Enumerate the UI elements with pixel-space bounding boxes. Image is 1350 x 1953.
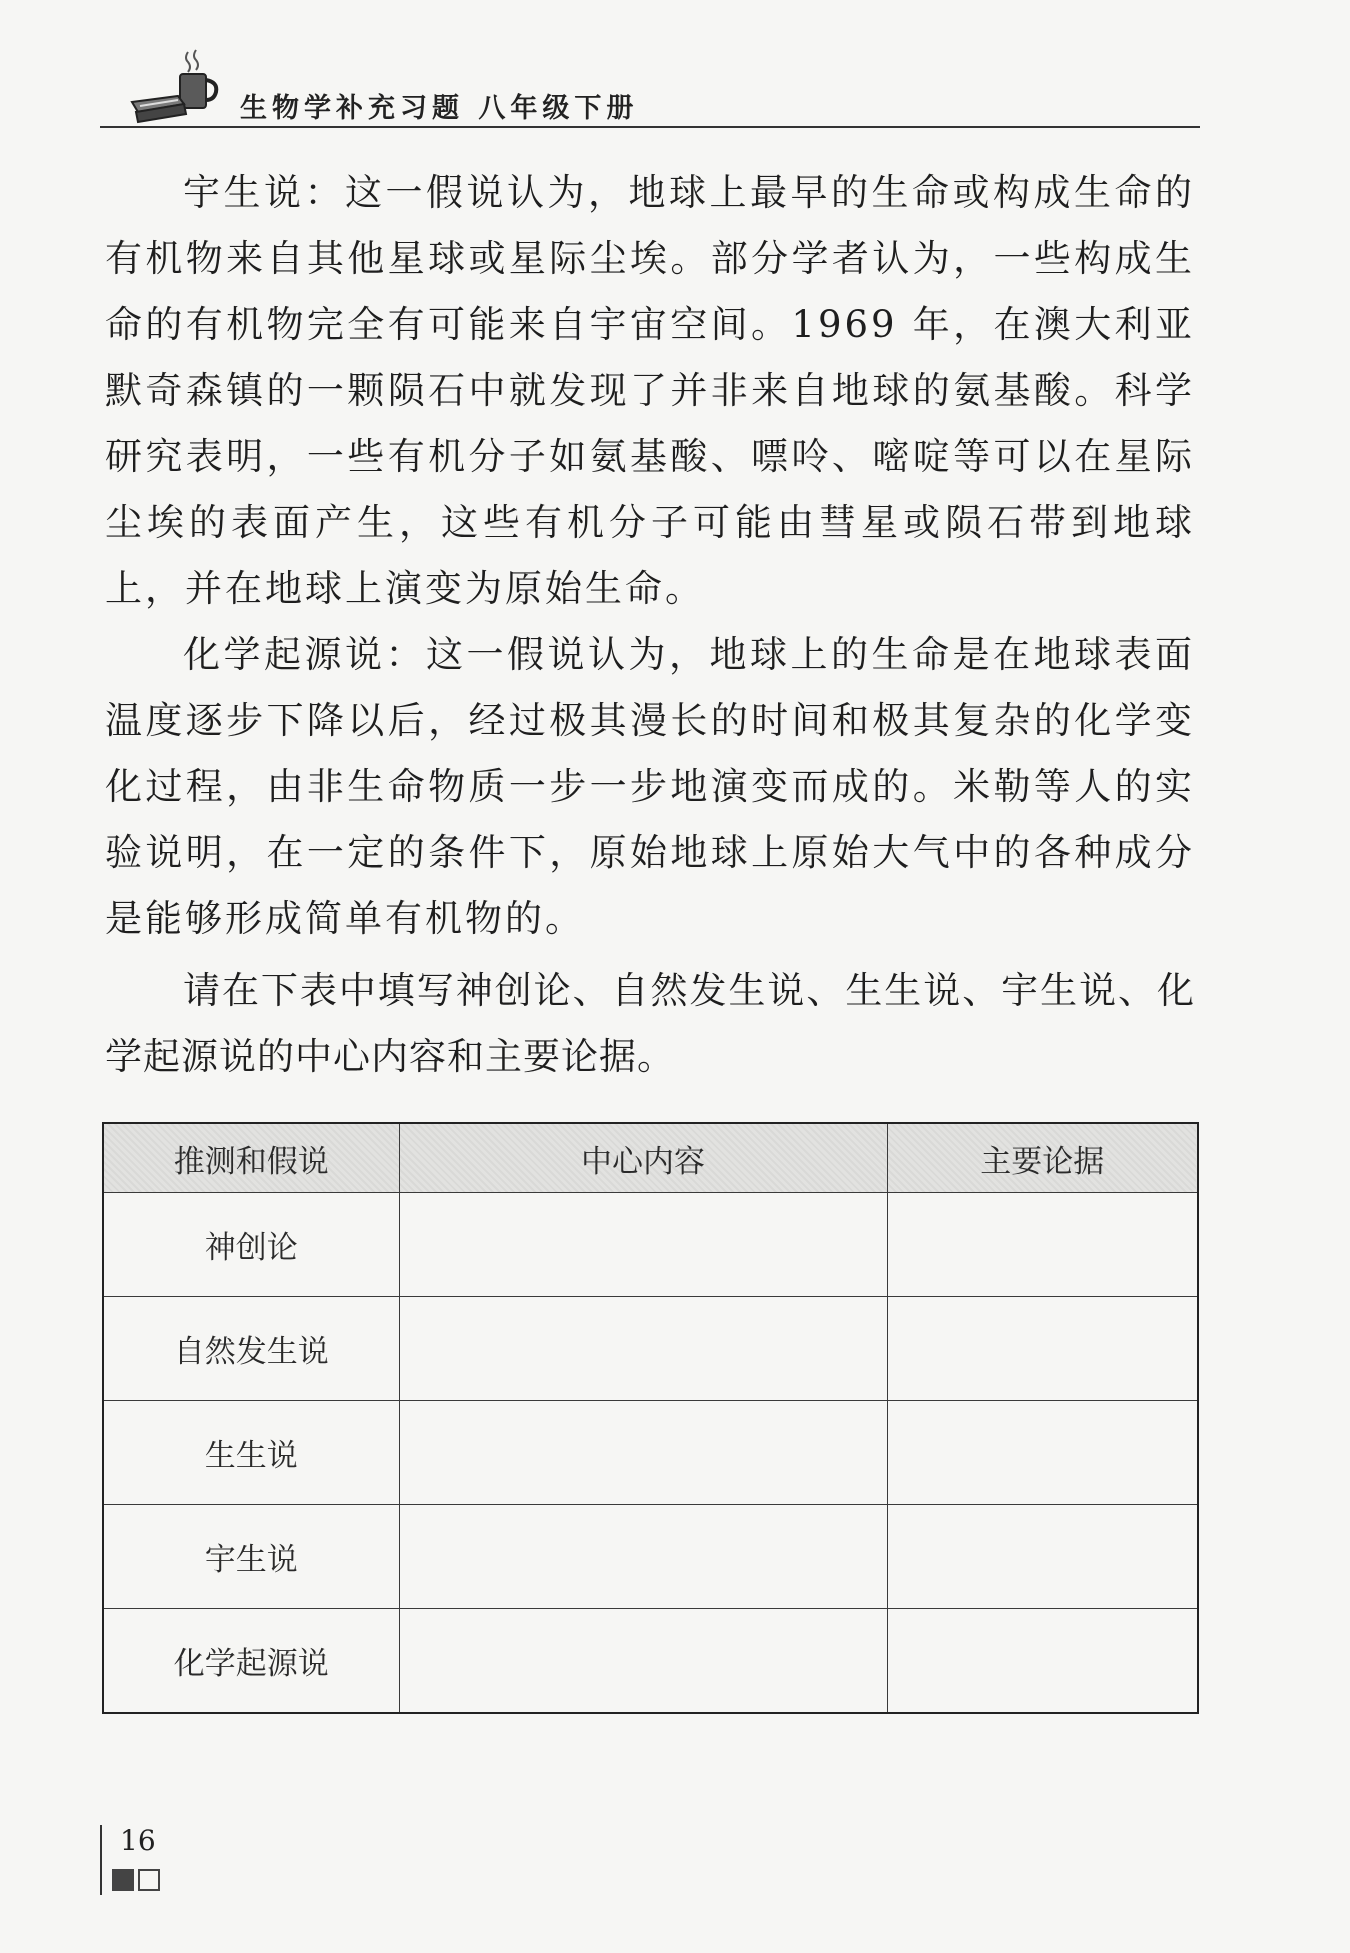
books-and-mug-icon [128, 48, 224, 124]
header-rule [100, 126, 1200, 128]
hypothesis-table [102, 1122, 1199, 1714]
page-number: 16 [120, 1824, 156, 1857]
evidence-answer-cell[interactable] [887, 1297, 1198, 1401]
footer-margin-rule [100, 1825, 102, 1895]
table-row [103, 1401, 1198, 1505]
header-content: 中心内容 [399, 1123, 887, 1193]
table-row [103, 1505, 1198, 1609]
header-evidence: 主要论据 [887, 1123, 1198, 1193]
hypothesis-table-container [102, 1122, 1197, 1710]
evidence-answer-cell[interactable] [887, 1401, 1198, 1505]
row-hypothesis-label: 自然发生说 [103, 1297, 399, 1401]
empty-square-icon [138, 1869, 160, 1891]
paragraph-panspermia: 宇生说：这一假说认为，地球上最早的生命或构成生命的有机物来自其他星球或星际尘埃。部分学者认为，一些构成生命的有机物完全有可能来自宇宙空间。1969 年，在澳大利亚默奇森镇的一颗陨石中就发现了并非来自地球的氨基酸。科学研究表明，一些有机分子如氨基酸、嘌呤、嘧啶等可以在星际尘埃的表面产生，这些有机分子可能由彗星或陨石带到地球上，并在地球上演变为原始生命。 [105, 171, 1195, 610]
filled-square-icon [112, 1869, 134, 1891]
evidence-answer-cell[interactable] [887, 1609, 1198, 1714]
header-hypothesis: 推测和假说 [103, 1123, 399, 1193]
row-hypothesis-label: 神创论 [103, 1193, 399, 1297]
table-header-row [103, 1123, 1198, 1193]
evidence-answer-cell[interactable] [887, 1505, 1198, 1609]
table-row [103, 1193, 1198, 1297]
content-answer-cell[interactable] [399, 1505, 887, 1609]
header-title: 生物学补充习题 八年级下册 [240, 93, 639, 124]
row-hypothesis-label: 化学起源说 [103, 1609, 399, 1714]
table-row [103, 1609, 1198, 1714]
square-marker-icon [112, 1869, 162, 1891]
row-hypothesis-label: 宇生说 [103, 1505, 399, 1609]
evidence-answer-cell[interactable] [887, 1193, 1198, 1297]
content-answer-cell[interactable] [399, 1401, 887, 1505]
row-hypothesis-label: 生生说 [103, 1401, 399, 1505]
content-answer-cell[interactable] [399, 1193, 887, 1297]
page-header [100, 40, 1200, 130]
content-answer-cell[interactable] [399, 1297, 887, 1401]
exercise-instruction: 请在下表中填写神创论、自然发生说、生生说、宇生说、化学起源说的中心内容和主要论据。 [105, 969, 1195, 1078]
table-row [103, 1297, 1198, 1401]
body-text [105, 160, 1195, 1090]
paragraph-chemical-origin: 化学起源说：这一假说认为，地球上的生命是在地球表面温度逐步下降以后，经过极其漫长的时间和极其复杂的化学变化过程，由非生命物质一步一步地演变而成的。米勒等人的实验说明，在一定的条件下，原始地球上原始大气中的各种成分是能够形成简单有机物的。 [105, 633, 1195, 940]
content-answer-cell[interactable] [399, 1609, 887, 1714]
